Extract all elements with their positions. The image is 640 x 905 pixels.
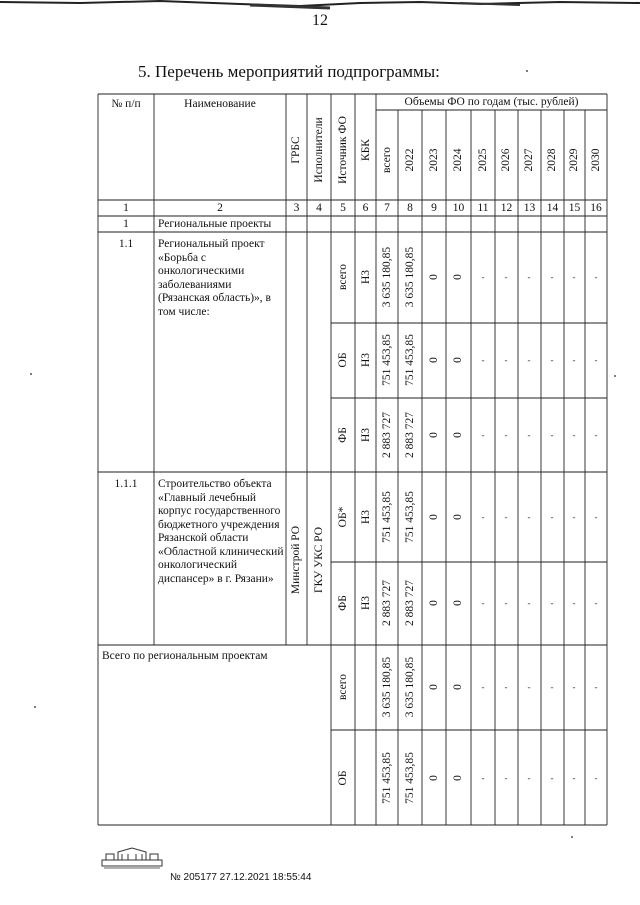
col-number: 5 [340, 202, 346, 214]
empty-value-mark: - [550, 682, 554, 692]
empty-value-mark: - [550, 512, 554, 522]
year-value-cell: 751 453,85 [404, 334, 416, 386]
empty-value-mark: - [481, 512, 485, 522]
header-col-name: Наименование [184, 98, 256, 110]
empty-value-mark: - [504, 272, 508, 282]
object-number: 1.1.1 [114, 478, 138, 490]
empty-value-mark: - [504, 598, 508, 608]
section-label: Региональные проекты [158, 218, 272, 230]
totals-label: Всего по региональным проектам [102, 650, 268, 662]
year-value-cell: 2 883 727 [404, 580, 416, 626]
empty-value-mark: - [550, 355, 554, 365]
year-value-cell: 0 [452, 357, 464, 363]
header-col-volumes: Объемы ФО по годам (тыс. рублей) [404, 96, 579, 108]
empty-value-mark: - [481, 773, 485, 783]
empty-value-mark: - [481, 355, 485, 365]
source-cell: ОБ [337, 770, 349, 786]
col-number: 9 [431, 202, 437, 214]
building-stamp-icon [100, 846, 164, 870]
col-number: 15 [568, 202, 581, 214]
empty-value-mark: - [594, 355, 598, 365]
kbk-cell: Н3 [360, 509, 372, 525]
empty-value-mark: - [550, 430, 554, 440]
header-year: 2029 [568, 148, 580, 172]
year-value-cell: 0 [452, 432, 464, 438]
empty-value-mark: - [572, 598, 576, 608]
source-cell: ФБ [337, 427, 349, 443]
year-value-cell: 0 [428, 600, 440, 606]
empty-value-mark: - [527, 430, 531, 440]
section-number: 1 [123, 218, 129, 230]
empty-value-mark: - [572, 272, 576, 282]
total-cell: 2 883 727 [381, 580, 393, 626]
total-cell: 3 635 180,85 [381, 656, 393, 718]
empty-value-mark: - [550, 773, 554, 783]
total-cell: 751 453,85 [381, 752, 393, 804]
empty-value-mark: - [504, 430, 508, 440]
empty-value-mark: - [481, 682, 485, 692]
total-cell: 751 453,85 [381, 491, 393, 543]
year-value-cell: 2 883 727 [404, 412, 416, 458]
project-number: 1.1 [118, 238, 134, 250]
total-cell: 3 635 180,85 [381, 246, 393, 308]
empty-value-mark: - [550, 272, 554, 282]
empty-value-mark: - [527, 512, 531, 522]
object-name: Строительство объекта «Главный лечебный корпус государственного бюджетного учреждения Рязанской области «Областной клинический онкологический диспансер» в г. Рязани» [158, 478, 284, 585]
year-value-cell: 3 635 180,85 [404, 246, 416, 308]
empty-value-mark: - [481, 430, 485, 440]
empty-value-mark: - [594, 272, 598, 282]
empty-value-mark: - [594, 512, 598, 522]
col-number: 8 [407, 202, 413, 214]
year-value-cell: 751 453,85 [404, 491, 416, 543]
grbs-cell: Минстрой РО [290, 525, 302, 595]
empty-value-mark: - [594, 773, 598, 783]
header-year: 2030 [590, 148, 602, 172]
empty-value-mark: - [572, 355, 576, 365]
col-number: 1 [123, 202, 129, 214]
empty-value-mark: - [572, 773, 576, 783]
col-number: 14 [546, 202, 559, 214]
source-cell: ФБ [337, 595, 349, 611]
year-value-cell: 0 [452, 684, 464, 690]
col-number: 13 [523, 202, 536, 214]
header-year: 2025 [477, 148, 489, 172]
year-value-cell: 0 [452, 274, 464, 280]
header-col-exec: Исполнители [313, 117, 325, 183]
empty-value-mark: - [527, 355, 531, 365]
empty-value-mark: - [572, 430, 576, 440]
year-value-cell: 0 [428, 684, 440, 690]
col-number: 3 [293, 202, 300, 214]
kbk-cell: Н3 [360, 595, 372, 611]
col-number: 7 [384, 202, 390, 214]
project-name: Региональный проект «Борьба с онкологическими заболеваниями (Рязанская область)», в том числе: [158, 238, 271, 318]
empty-value-mark: - [504, 355, 508, 365]
section-heading: 5. Перечень мероприятий подпрограммы: [138, 62, 440, 81]
year-value-cell: 0 [428, 357, 440, 363]
total-cell: 751 453,85 [381, 334, 393, 386]
kbk-cell: Н3 [360, 352, 372, 368]
year-value-cell: 0 [428, 432, 440, 438]
year-value-cell: 751 453,85 [404, 752, 416, 804]
header-col-no: № п/п [111, 98, 141, 110]
col-number: 4 [316, 202, 322, 214]
empty-value-mark: - [572, 682, 576, 692]
empty-value-mark: - [594, 682, 598, 692]
total-cell: 2 883 727 [381, 412, 393, 458]
col-number: 2 [217, 202, 223, 214]
header-col-total: всего [381, 147, 393, 173]
header-col-kbk: КБК [360, 139, 372, 161]
executor-cell: ГКУ УКС РО [313, 526, 325, 594]
year-value-cell: 0 [428, 274, 440, 280]
header-col-source: Источник ФО [337, 116, 349, 184]
empty-value-mark: - [481, 598, 485, 608]
empty-value-mark: - [594, 598, 598, 608]
col-number: 12 [500, 202, 513, 214]
empty-value-mark: - [527, 272, 531, 282]
empty-value-mark: - [527, 773, 531, 783]
document-footer: № 205177 27.12.2021 18:55:44 [170, 872, 312, 883]
source-cell: ОБ [337, 352, 349, 368]
header-year: 2023 [428, 148, 440, 172]
empty-value-mark: - [594, 430, 598, 440]
source-cell: всего [337, 674, 349, 700]
year-value-cell: 0 [452, 775, 464, 781]
empty-value-mark: - [572, 512, 576, 522]
header-col-grbs: ГРБС [290, 136, 302, 164]
col-number: 11 [477, 202, 489, 214]
empty-value-mark: - [527, 598, 531, 608]
col-number: 16 [590, 202, 602, 214]
empty-value-mark: - [504, 773, 508, 783]
header-year: 2022 [404, 148, 416, 172]
header-year: 2024 [452, 148, 464, 172]
source-cell: ОБ* [337, 506, 349, 528]
year-value-cell: 0 [428, 775, 440, 781]
empty-value-mark: - [481, 272, 485, 282]
kbk-cell: Н3 [360, 427, 372, 443]
kbk-cell: Н3 [360, 269, 372, 285]
year-value-cell: 0 [452, 600, 464, 606]
header-year: 2028 [546, 148, 558, 172]
empty-value-mark: - [504, 682, 508, 692]
col-number: 6 [362, 202, 369, 214]
year-value-cell: 0 [428, 514, 440, 520]
empty-value-mark: - [504, 512, 508, 522]
source-cell: всего [337, 264, 349, 290]
empty-value-mark: - [550, 598, 554, 608]
year-value-cell: 3 635 180,85 [404, 656, 416, 718]
header-year: 2027 [523, 148, 535, 172]
year-value-cell: 0 [452, 514, 464, 520]
col-number: 10 [452, 202, 465, 214]
header-year: 2026 [500, 148, 512, 172]
page-number: 12 [312, 12, 328, 29]
empty-value-mark: - [527, 682, 531, 692]
